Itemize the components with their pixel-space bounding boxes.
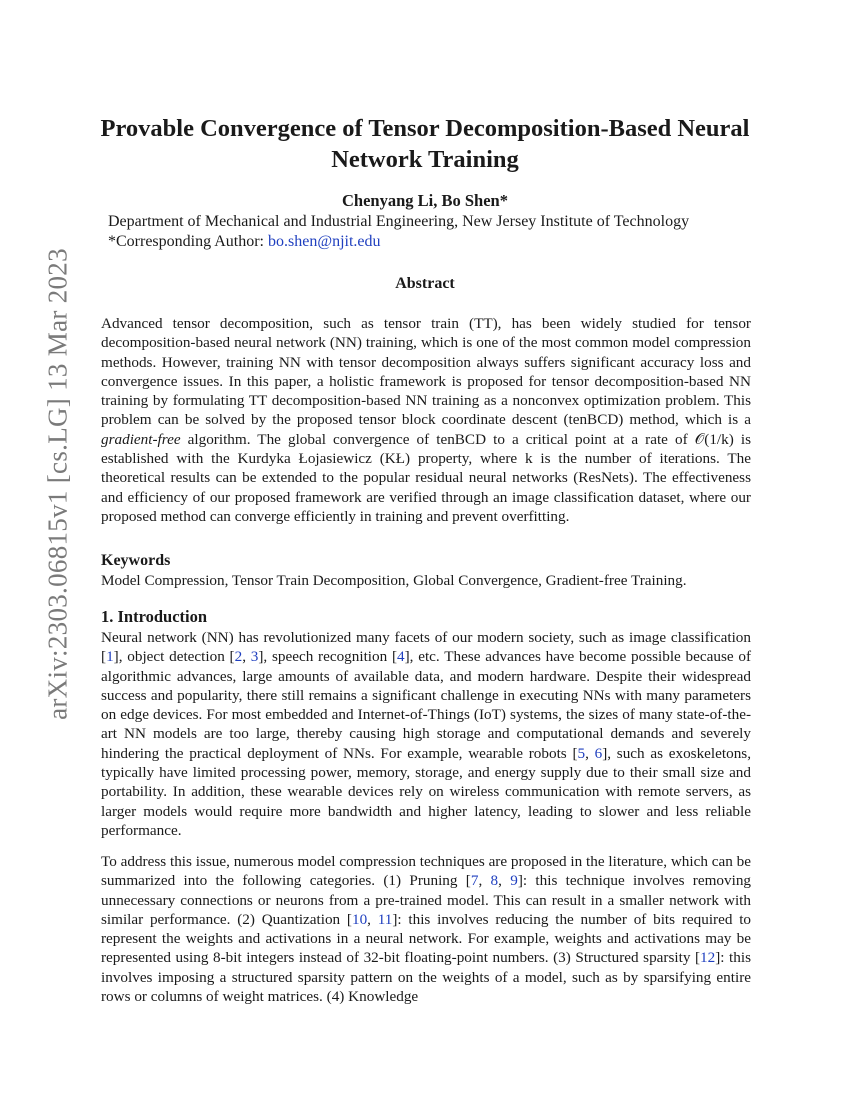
- citation-link[interactable]: 1: [106, 648, 114, 666]
- affiliation-block: [108, 212, 689, 252]
- paper-title: Provable Convergence of Tensor Decomposition-Based Neural Network Training: [100, 115, 750, 173]
- paragraph-text: ], such as exoskeletons, typically have limited processing power, memory, storage, and energy supply due to their small size and portability. In addition, these wearable devices rely on wireless communication with remote servers, as larger models would require more bandwidth and higher latency, leading to slower and less reliable performance.: [101, 744, 752, 839]
- citation-link[interactable]: 7: [470, 872, 479, 890]
- citation-link[interactable]: 4: [397, 648, 405, 666]
- abstract-text: [101, 314, 751, 526]
- paragraph-text: ,: [478, 872, 491, 890]
- citation-link[interactable]: 12: [700, 949, 716, 967]
- paragraph-text: ]: this involves imposing a structured sparsity pattern on the weights of a model, such as by sparsifying entire rows or columns of weight matrices. (4) Knowledge: [101, 949, 751, 1006]
- citation-link[interactable]: 9: [510, 872, 518, 890]
- paragraph-text: To address this issue, numerous model compression techniques are proposed in the literature, which can be summarized into the following categories. (1) Pruning [: [101, 853, 751, 890]
- paragraph-text: ]: this involves reducing the number of bits required to represent the weights and activations in a neural network. For example, weights and activations may be represented using 8-bit integers instead of 32-bit floating-point numbers. (3) Structured sparsity [: [101, 910, 752, 967]
- keywords-heading: Keywords: [101, 552, 171, 569]
- keywords-text: Model Compression, Tensor Train Decomposition, Global Convergence, Gradient-free Training.: [101, 572, 687, 589]
- paragraph-text: ,: [242, 648, 251, 666]
- introduction-paragraph-2: [101, 852, 751, 1006]
- introduction-paragraph-1: [101, 628, 751, 840]
- corresponding-label: *Corresponding Author:: [108, 233, 268, 250]
- paragraph-text: ,: [498, 872, 511, 890]
- introduction-heading: 1. Introduction: [101, 607, 208, 626]
- abstract-emphasis: gradient-free: [101, 430, 181, 448]
- paper-authors: Chenyang Li, Bo Shen*: [342, 191, 508, 210]
- paragraph-text: ,: [367, 910, 378, 928]
- paragraph-text: ], object detection [: [113, 648, 235, 666]
- citation-link[interactable]: 2: [234, 648, 243, 666]
- citation-link[interactable]: 10: [351, 910, 368, 928]
- citation-link[interactable]: 11: [377, 910, 393, 928]
- affiliation: Department of Mechanical and Industrial Engineering, New Jersey Institute of Technology: [108, 213, 690, 230]
- paragraph-text: Neural network (NN) has revolutionized many facets of our modern society, such as image classification [: [101, 629, 751, 666]
- citation-link[interactable]: 3: [250, 648, 259, 666]
- paragraph-text: ]: this technique involves removing unnecessary connections or neurons from a pre-trained model. This can result in a smaller network with similar performance. (2) Quantization [: [101, 872, 752, 928]
- abstract-part-1: Advanced tensor decomposition, such as tensor train (TT), has been widely studied for tensor decomposition-based neural network (NN) training, which is one of the most common model compression methods. However, training NN with tensor decomposition always suffers significant accuracy loss and convergence issues. In this paper, a holistic framework is proposed for tensor decomposition-based NN training by formulating TT decomposition-based NN training as a nonconvex optimization problem. This problem can be solved by the proposed tensor block coordinate descent (tenBCD) method, which is a: [101, 315, 751, 429]
- abstract-part-2: algorithm. The global convergence of tenBCD to a critical point at a rate of 𝒪(1/k) is established with the Kurdyka Łojasiewicz (KŁ) property, where k is the number of iterations. The theoretical results can be extended to the popular residual neural networks (ResNets). The effectiveness and efficiency of our proposed framework are verified through an image classification dataset, where our proposed method can converge efficiently in training and prevent overfitting.: [101, 430, 751, 525]
- citation-link[interactable]: 5: [577, 744, 586, 762]
- email-link[interactable]: bo.shen@njit.edu: [268, 233, 381, 250]
- corresponding-author: [108, 232, 689, 252]
- citation-link[interactable]: 6: [594, 744, 603, 762]
- paragraph-text: ], etc. These advances have become possible because of algorithmic advances, large amounts of available data, and modern hardware. Despite their widespread success and popularity, there still remains a significant challenge in executing NNs with many parameters on edge devices. For most embedded and Internet-of-Things (IoT) systems, the sizes of many state-of-the-art NN models are too large, thereby causing high storage and computational demands and severely hindering the practical deployment of NNs. For example, wearable robots [: [101, 648, 752, 762]
- arxiv-id: arXiv:2303.06815v1 [cs.LG] 13 Mar 2023: [42, 248, 73, 720]
- paragraph-text: ], speech recognition [: [258, 648, 398, 666]
- paragraph-text: ,: [585, 744, 595, 762]
- citation-link[interactable]: 8: [490, 872, 499, 890]
- abstract-heading: Abstract: [395, 275, 455, 292]
